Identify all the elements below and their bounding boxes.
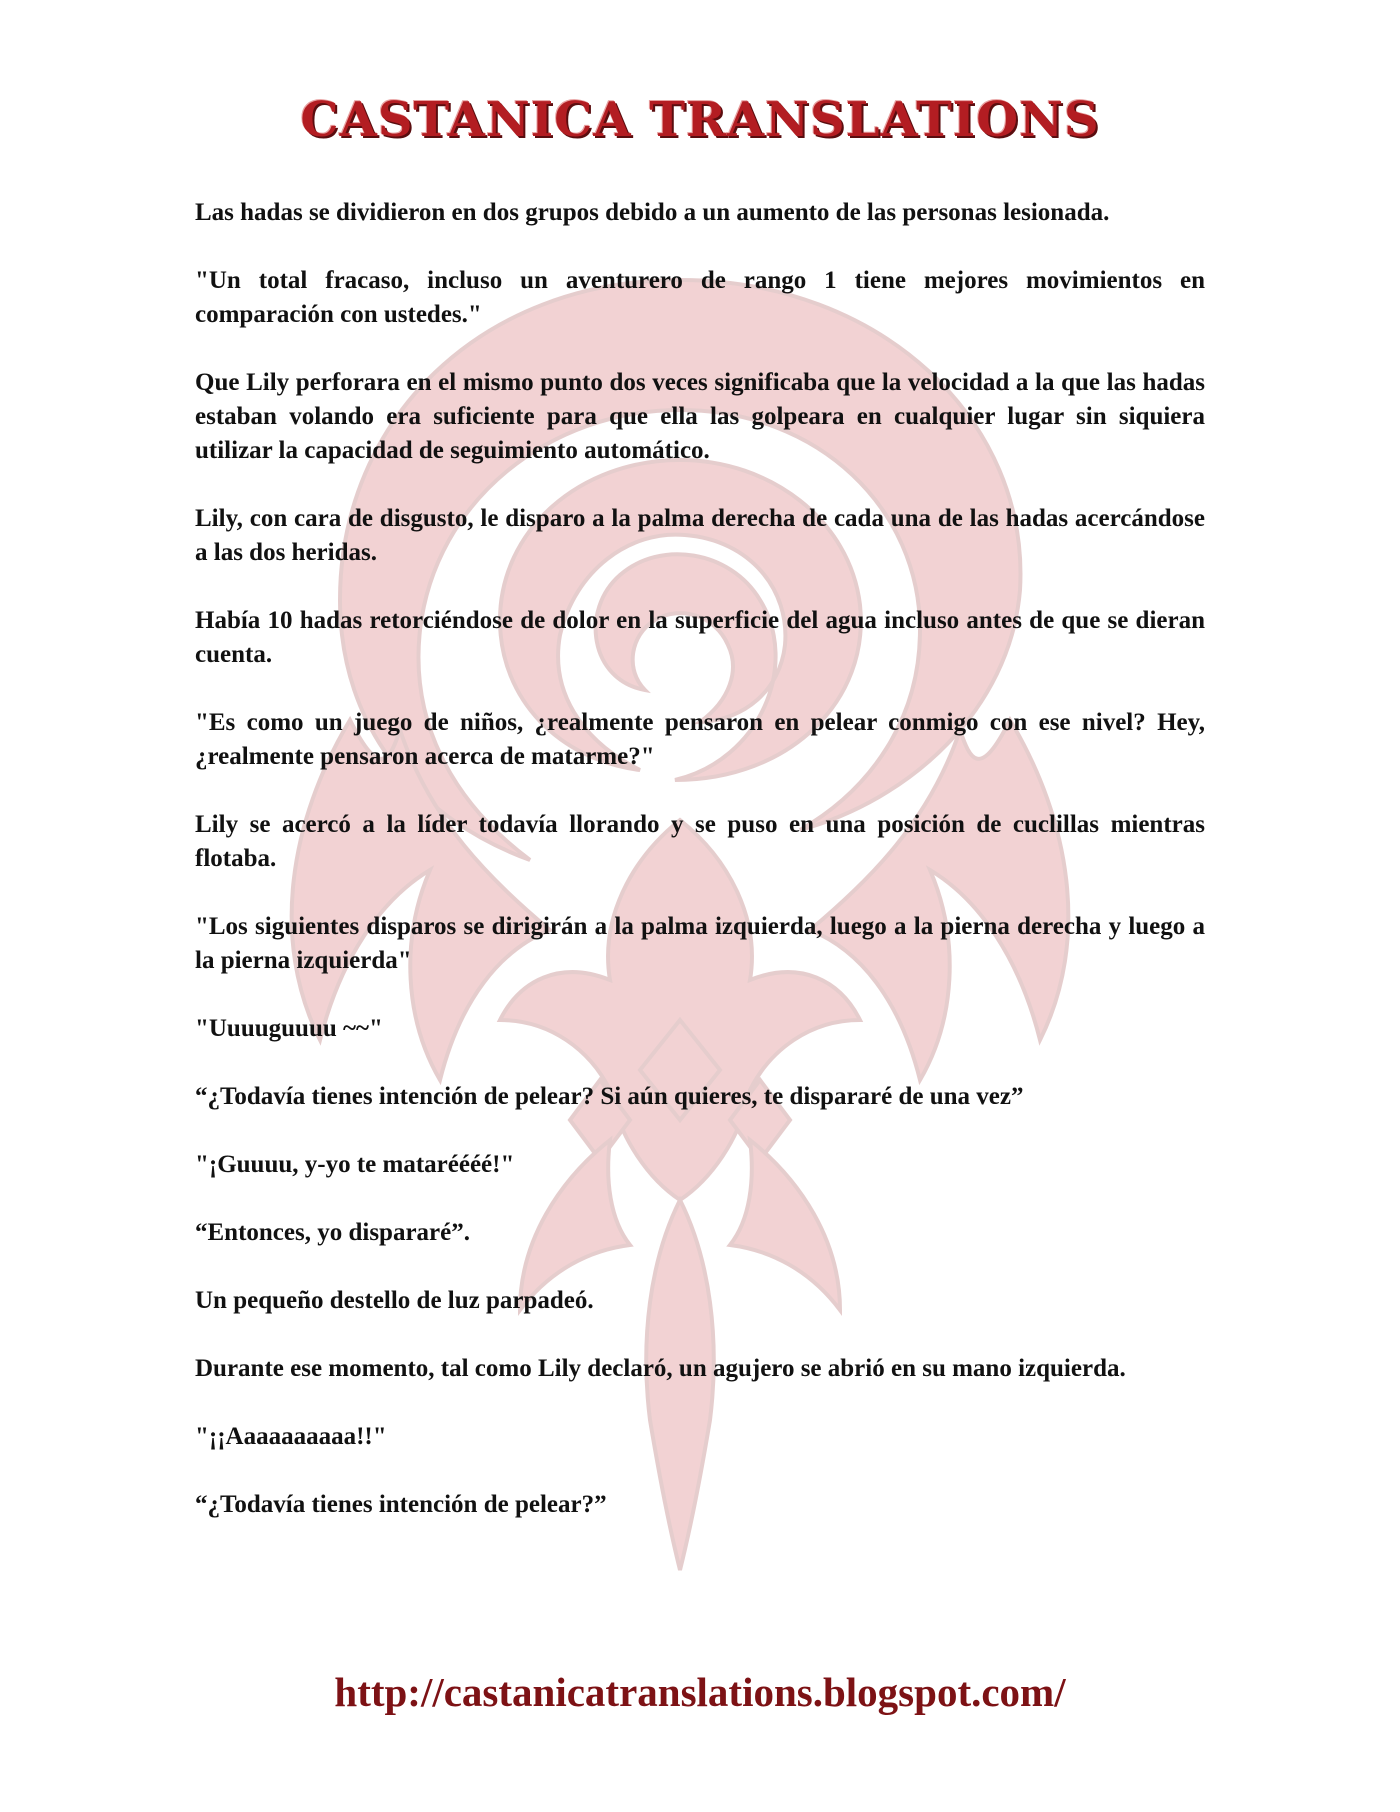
header <box>0 92 1400 148</box>
paragraph: “¿Todavía tienes intención de pelear? Si aún quieres, te dispararé de una vez” <box>195 1083 1024 1110</box>
paragraph: Un pequeño destello de luz parpadeó. <box>195 1287 594 1314</box>
paragraph: Que Lily perforara en el mismo punto dos veces significaba que la velocidad a la que las hadas estaban volando era suficiente para que ella las golpeara en cualquier lugar sin siquiera utilizar la capacidad de seguimiento automático. <box>195 369 1205 464</box>
footer <box>0 1668 1400 1716</box>
paragraph: "Uuuuguuuu ~~" <box>195 1015 383 1042</box>
blog-link[interactable]: http://castanicatranslations.blogspot.com/ <box>334 1669 1066 1715</box>
site-title: CASTANICA TRANSLATIONS <box>300 92 1100 148</box>
paragraph: Durante ese momento, tal como Lily declaró, un agujero se abrió en su mano izquierda. <box>195 1355 1126 1382</box>
paragraph: "Los siguientes disparos se dirigirán a la palma izquierda, luego a la pierna derecha y luego a la pierna izquierda" <box>195 913 1205 974</box>
paragraph: "¡¡Aaaaaaaaaa!!" <box>195 1423 387 1450</box>
paragraph: "Un total fracaso, incluso un aventurero de rango 1 tiene mejores movimientos en comparación con ustedes." <box>195 267 1205 328</box>
chapter-body <box>195 196 1205 1556</box>
paragraph: “Entonces, yo dispararé”. <box>195 1219 470 1246</box>
paragraph: Las hadas se dividieron en dos grupos debido a un aumento de las personas lesionada. <box>195 199 1110 226</box>
paragraph: "¡Guuuu, y-yo te mataréééé!" <box>195 1151 515 1178</box>
paragraph: “¿Todavía tienes intención de pelear?” <box>195 1491 607 1518</box>
paragraph: Había 10 hadas retorciéndose de dolor en la superficie del agua incluso antes de que se dieran cuenta. <box>195 607 1205 668</box>
paragraph: "Es como un juego de niños, ¿realmente pensaron en pelear conmigo con ese nivel? Hey, ¿realmente pensaron acerca de matarme?" <box>195 709 1205 770</box>
paragraph: Lily se acercó a la líder todavía llorando y se puso en una posición de cuclillas mientras flotaba. <box>195 811 1205 872</box>
paragraph: Lily, con cara de disgusto, le disparo a la palma derecha de cada una de las hadas acercándose a las dos heridas. <box>195 505 1205 566</box>
